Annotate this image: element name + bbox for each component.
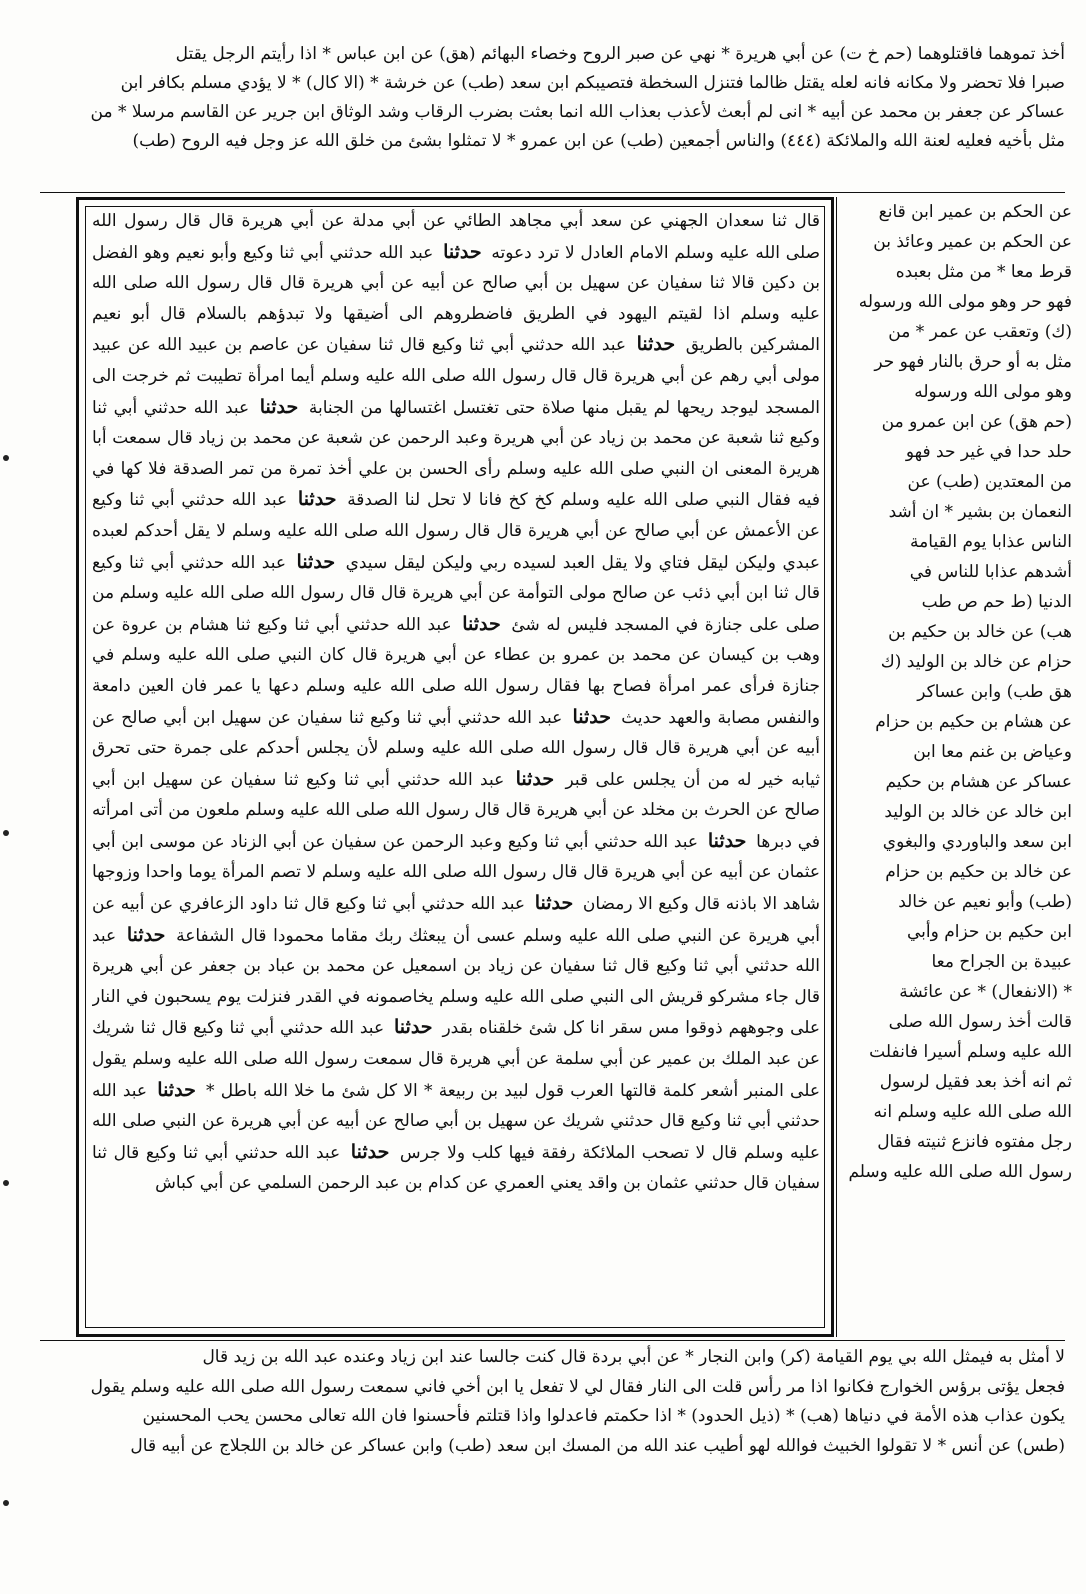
side-line: عن خالد بن حكيم بن حزام xyxy=(885,862,1072,882)
haddathana-marker: حدثنا xyxy=(394,1016,433,1039)
haddathana-marker: حدثنا xyxy=(296,550,336,573)
top-divider xyxy=(40,192,1065,193)
side-line: ثم انه أخذ بعد فقيل لرسول xyxy=(879,1072,1072,1092)
top-text-block xyxy=(40,40,1065,190)
haddathana-marker: حدثنا xyxy=(157,1078,196,1101)
top-line: مثل بأخيه فعليه لعنة الله والملائكة (٤٤٤) والناس أجمعين (طب) عن ابن عمرو * لا تمثلوا بشئ من خلق الله عز وجل فيه الروح (طب) xyxy=(132,131,1065,151)
side-line: عن الحكم بن عمير ابن قانع xyxy=(878,202,1072,222)
side-line: وعياض بن غنم معا ابن xyxy=(913,742,1072,762)
side-line: وهو مولى الله ورسوله xyxy=(914,382,1072,402)
haddathana-marker: حدثنا xyxy=(297,488,337,511)
haddathana-marker: حدثنا xyxy=(515,767,555,790)
binding-mark xyxy=(3,1500,9,1506)
haddathana-marker: حدثنا xyxy=(443,240,482,263)
haddathana-marker: حدثنا xyxy=(534,892,574,915)
haddathana-marker: حدثنا xyxy=(636,333,676,356)
top-line: عساكر عن جعفر بن محمد عن أبيه * انى لم أبعث لأعذب بعذاب الله انما بعثت بضرب الرقاب وشد الوثاق ابن جرير عن القاسم مرسلا * من xyxy=(90,102,1065,122)
side-line: النعمان بن بشير * ان أشد xyxy=(888,502,1072,522)
side-line: * (الانفعال) * عن عائشة xyxy=(899,982,1072,1002)
side-line: حلد حدا في غير حد فهو xyxy=(905,442,1072,462)
side-line: الله صلى الله عليه وسلم انه xyxy=(873,1102,1072,1122)
side-line: هق طب) وابن عساكر xyxy=(917,682,1072,702)
bottom-divider xyxy=(40,1340,1065,1341)
hadith-text: عبد الله حدثني أبي ثنا وكيع قال ثنا ابن أبي ذئب عن صالح مولى التوأمة عن أبي هريرة قال قال رسول الله صلى الله عليه وسلم من صلى على جنازة في المسجد فليس له شئ xyxy=(92,552,820,635)
binding-mark xyxy=(3,830,9,836)
bottom-line: (طس) عن أنس * لا تقولوا الخبيث فوالله لهو أطيب عند الله من المسك ابن سعد (طب) وابن عساكر عن خالد بن اللجلاج عن أبيه قال xyxy=(130,1435,1065,1456)
hadith-text: عبد الله حدثني أبي ثنا وكيع قال ثنا سفيان عن زياد بن اسمعيل عن محمد بن عباد بن جعفر عن أبي هريرة قال جاء مشركو قريش الى النبي صلى الله عليه وسلم يخاصمونه في القدر فنزلت يوم يسحبون في النار على وجوههم ذوقوا مس سقر انا كل شئ خلقناه بقدر xyxy=(92,925,820,1039)
binding-mark xyxy=(3,455,9,461)
side-line: ابن سعد والباوردي والبغوي xyxy=(882,832,1072,852)
haddathana-marker: حدثنا xyxy=(572,705,612,728)
hadith-text: عبد الله حدثني أبي ثنا وكيع عن الأعمش عن أبي صالح عن أبي هريرة قال قال رسول الله صلى الله عليه وسلم لا يقل أحدكم لعبده عبدي وليكن ليقل فتاي ولا يقل العبد لسيده ربي وليكن ليقل سيدي xyxy=(92,490,820,573)
side-line: عن هشام بن حكيم بن حزام xyxy=(875,712,1072,732)
side-line: قالت أخذ رسول الله صلى xyxy=(888,1012,1072,1032)
bottom-text-block xyxy=(40,1343,1065,1523)
side-line: الدنيا (ط حم ص طب xyxy=(921,592,1072,612)
haddathana-marker: حدثنا xyxy=(126,923,166,946)
hadith-text: عبد الله حدثني أبي ثنا وكيع ثنا سفيان عن سهيل ابن أبي صالح عن أبيه عن أبي هريرة قال قال رسول الله صلى الله عليه وسلم لأن يجلس أحدكم على جمرة حتى تحرق ثيابه خير له من أن يجلس على قبر xyxy=(92,707,820,790)
binding-mark xyxy=(3,1180,9,1186)
hadith-text: عبد الله حدثني أبي ثنا وكيع قال ثنا داود الزعافري عن أبيه عن أبي هريرة عن النبي صلى الله عليه وسلم عسى أن يبعثك ربك مقاما محمودا قال الشفاعة xyxy=(92,894,820,946)
side-line: قرط معا * من مثل بعبده xyxy=(895,262,1072,282)
bottom-line: لا أمثل به فيمثل الله بي يوم القيامة (كر) وابن النجار * عن أبي بردة قال كنت جالسا عند ابن زياد وعنده عبد الله بن زيد قال xyxy=(202,1347,1065,1367)
side-commentary-column xyxy=(838,197,1072,1337)
side-line: الناس عذابا يوم القيامة xyxy=(910,532,1072,552)
hadith-text: قال ثنا سعدان الجهني عن سعد أبي مجاهد الطائي عن أبي مدلة عن أبي هريرة قال قال رسول الله صلى الله عليه وسلم الامام العادل لا ترد دعوته xyxy=(92,211,820,263)
hadith-text: عبد الله حدثني أبي ثنا وكيع قال حدثني شريك عن سهيل بن أبي صالح عن أبيه عن أبي هريرة عن النبي صلى الله عليه وسلم قال لا تصحب الملائكة رفقة فيها كلب ولا جرس xyxy=(92,1080,820,1163)
side-line: عساكر عن هشام بن حكيم xyxy=(885,772,1072,792)
side-line: عبيدة بن الجراح معا xyxy=(931,952,1072,972)
side-line: ابن خالد عن خالد بن الوليد xyxy=(884,802,1072,822)
side-line: (طب) وأبو نعيم عن خالد xyxy=(898,892,1072,912)
hadith-text: عبد الله حدثني أبي ثنا وكيع وعبد الرحمن عن سفيان عن أبي الزناد عن موسى ابن أبي عثمان عن أبيه عن أبي هريرة قال قال رسول الله صلى الله عليه وسلم لا تصم المرأة يوما واحدا وزوجها شاهد الا باذنه قال وكيع الا رمضان xyxy=(92,831,820,915)
side-line: حزام عن خالد بن الوليد (ك xyxy=(880,652,1072,672)
haddathana-marker: حدثنا xyxy=(259,395,299,418)
side-line: (حم هق) عن ابن عمرو من xyxy=(881,412,1072,432)
haddathana-marker: حدثنا xyxy=(707,829,747,852)
side-line: (ك) وتعقب عن عمر * من xyxy=(888,322,1072,342)
side-line: رجل مفتوه فانزع ثنيته فقال xyxy=(877,1132,1072,1152)
main-hadith-text xyxy=(92,206,820,1326)
hadith-text: عبد الله حدثني أبي ثنا وكيع ثنا هشام بن عروة عن وهب بن كيسان عن محمد بن عمرو بن عطاء عن أبي هريرة قال كان النبي صلى الله عليه وسلم في جنازة فرأى عمر امرأة فصاح بها فقال رسول الله صلى الله عليه وسلم دعها يا عمر فان العين دامعة والنفس مصابة والعهد حديث xyxy=(92,614,820,728)
hadith-text: عبد الله حدثني أبي ثنا وكيع ثنا شعبة عن محمد بن زياد عن أبي هريرة وعبد الرحمن عن شعبة عن محمد بن زياد قال سمعت أبا هريرة المعنى ان النبي صلى الله عليه وسلم رأى الحسن بن علي أخذ تمرة من تمر الصدقة فلا كها في فيه فقال النبي صلى الله عليه وسلم كخ كخ فانا لا تحل لنا الصدقة xyxy=(92,397,820,511)
hadith-text: عبد الله حدثني أبي ثنا وكيع قال ثنا سفيان عن عاصم بن عبيد الله عن عبيد مولى أبي رهم عن أبي هريرة قال قال رسول الله صلى الله عليه وسلم أيما امرأة تطيبت ثم خرجت الى المسجد ليوجد ريحها لم يقبل منها صلاة حتى تغتسل اغتسالها من الجنابة xyxy=(92,335,820,418)
side-column-divider xyxy=(836,197,837,1337)
side-line: ابن حكيم بن حزام وأبي xyxy=(907,922,1072,942)
hadith-text: عبد الله حدثني أبي ثنا وكيع وأبو نعيم وهو الفضل بن دكين قالا ثنا سفيان عن سهيل بن أبي صالح عن أبيه عن أبي هريرة قال قال رسول الله صلى الله عليه وسلم اذا لقيتم اليهود في الطريق فاضطروهم الى أضيقها ولا تبدؤهم بالسلام قال أبو نعيم المشركين بالطريق xyxy=(92,242,820,356)
side-line: مثل به أو حرق بالنار فهو حر xyxy=(874,352,1072,372)
side-line: أشدهم عذابا للناس في xyxy=(909,562,1072,582)
top-line: صبرا فلا تحضر ولا مكانه فانه لعله يقتل ظالما فتنزل السخطة فتصيبكم ابن سعد (طب) عن خرشة * (الا كال) * لا يؤدي مسلم بكافر ابن xyxy=(120,73,1065,93)
hadith-text: عبد الله حدثني أبي ثنا وكيع قال ثنا سفيان قال حدثني عثمان بن واقد يعني العمري عن كدام بن عبد الرحمن السلمي عن أبي كباش xyxy=(92,1142,820,1194)
side-line: فهو حر وهو مولى الله ورسوله xyxy=(858,292,1072,312)
side-line: الله عليه وسلم أسيرا فانفلت xyxy=(869,1042,1072,1062)
hadith-text: عبد الله حدثني أبي ثنا وكيع ثنا سفيان عن سهيل ابن أبي صالح عن الحرث بن مخلد عن أبي هريرة قال قال رسول الله صلى الله عليه وسلم ملعون من أتى امرأته في دبرها xyxy=(92,769,820,852)
side-line: رسول الله صلى الله عليه وسلم xyxy=(848,1162,1072,1182)
bottom-line: فجعل يؤتى برؤس الخوارج فكانوا اذا مر رأس قلت الى النار فقال لي لا تفعل يا ابن أخي فاني سمعت رسول الله صلى الله عليه وسلم يقول xyxy=(90,1376,1065,1397)
side-line: عن الحكم بن عمير وعائذ بن xyxy=(873,232,1072,252)
hadith-paragraph xyxy=(92,206,820,1199)
bottom-line: يكون عذاب هذه الأمة في دنياها (هب) * (ذيل الحدود) * اذا حكمتم فاعدلوا واذا قتلتم فأحسنوا فان الله تعالى محسن يحب المحسنين xyxy=(142,1406,1065,1426)
top-line: أخذ تموهما فاقتلوهما (حم خ ت) عن أبي هريرة * نهي عن صبر الروح وخصاء البهائم (هق) عن ابن عباس * اذا رأيتم الرجل يقتل xyxy=(175,44,1065,64)
hadith-text: عبد الله حدثني أبي ثنا وكيع قال ثنا شريك عن عبد الملك بن عمير عن أبي سلمة عن أبي هريرة قال سمعت رسول الله صلى الله عليه وسلم يقول على المنبر أشعر كلمة قالتها العرب قول لبيد بن ربيعة * الا كل شئ ما خلا الله باطل * xyxy=(92,1018,820,1101)
side-line: من المعتدين (طب) عن xyxy=(907,472,1072,492)
haddathana-marker: حدثنا xyxy=(462,612,501,635)
haddathana-marker: حدثنا xyxy=(350,1140,390,1163)
side-line: هب) عن خالد بن حكيم بن xyxy=(888,622,1072,642)
